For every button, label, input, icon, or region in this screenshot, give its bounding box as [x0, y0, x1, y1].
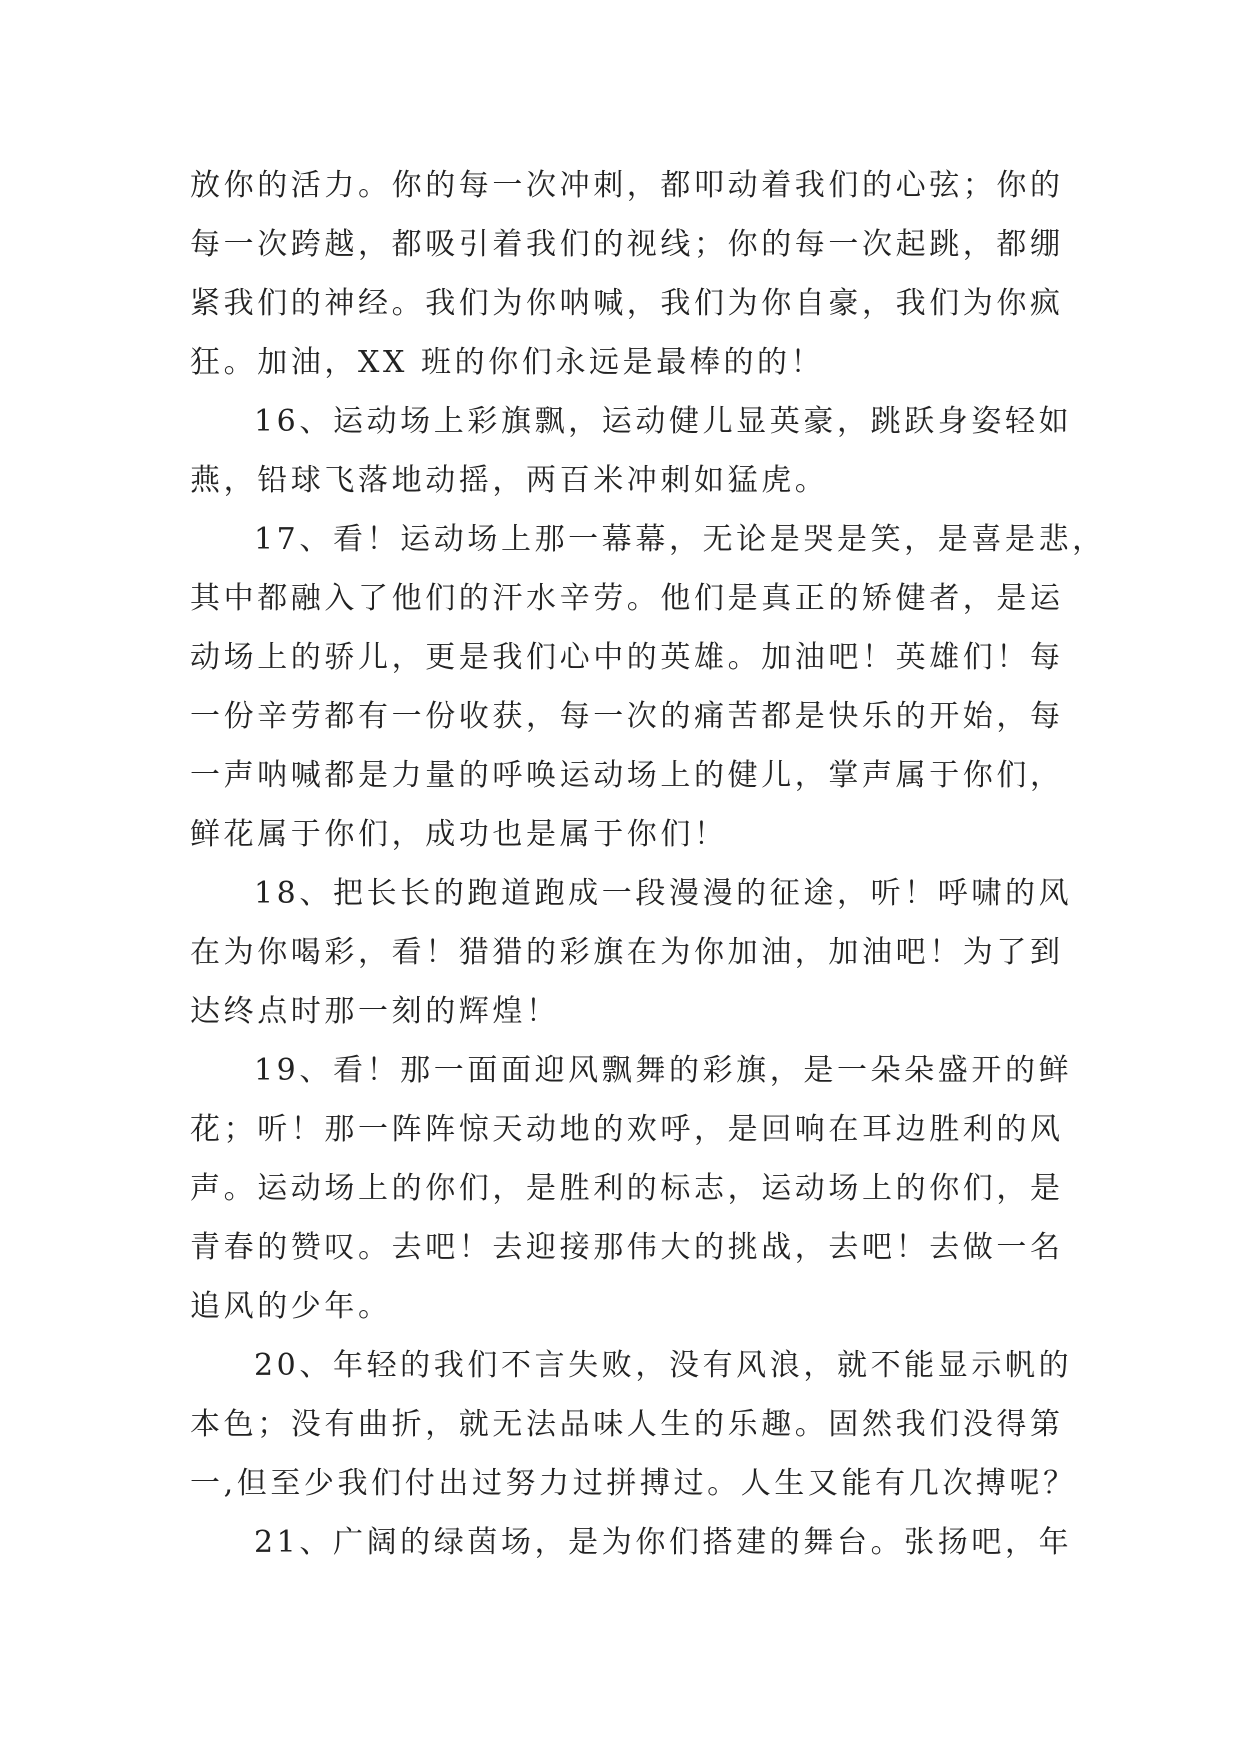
- text-line: 每一次跨越，都吸引着我们的视线；你的每一次起跳，都绷: [190, 227, 1064, 262]
- paragraph-start-17: 17、看！运动场上那一幕幕，无论是哭是笑，是喜是悲，: [254, 522, 1106, 557]
- text-line: 花；听！那一阵阵惊天动地的欢呼，是回响在耳边胜利的风: [190, 1112, 1064, 1147]
- document-body: [190, 156, 1106, 1572]
- text-line: 紧我们的神经。我们为你呐喊，我们为你自豪，我们为你疯: [190, 286, 1064, 321]
- text-line: 鲜花属于你们，成功也是属于你们！: [190, 817, 728, 852]
- text-line: 声。运动场上的你们，是胜利的标志，运动场上的你们，是: [190, 1171, 1064, 1206]
- text-line: 一声呐喊都是力量的呼唤运动场上的健儿，掌声属于你们，: [190, 758, 1064, 793]
- text-line: 放你的活力。你的每一次冲刺，都叩动着我们的心弦；你的: [190, 168, 1064, 203]
- paragraph-start-21: 21、广阔的绿茵场，是为你们搭建的舞台。张扬吧，年: [254, 1525, 1073, 1560]
- paragraph-start-20: 20、年轻的我们不言失败，没有风浪，就不能显示帆的: [254, 1348, 1073, 1383]
- text-line: 一,但至少我们付出过努力过拼搏过。人生又能有几次搏呢？: [190, 1466, 1077, 1501]
- paragraph-start-19: 19、看！那一面面迎风飘舞的彩旗，是一朵朵盛开的鲜: [254, 1053, 1073, 1088]
- text-line: 一份辛劳都有一份收获，每一次的痛苦都是快乐的开始，每: [190, 699, 1064, 734]
- text-line: 达终点时那一刻的辉煌！: [190, 994, 560, 1029]
- text-line: 动场上的骄儿，更是我们心中的英雄。加油吧！英雄们！每: [190, 640, 1064, 675]
- text-line: 追风的少年。: [190, 1289, 392, 1324]
- paragraph-start-18: 18、把长长的跑道跑成一段漫漫的征途，听！呼啸的风: [254, 876, 1073, 911]
- text-line: 青春的赞叹。去吧！去迎接那伟大的挑战，去吧！去做一名: [190, 1230, 1064, 1265]
- text-line: 狂。加油，XX 班的你们永远是最棒的的！: [190, 345, 825, 380]
- text-line: 其中都融入了他们的汗水辛劳。他们是真正的矫健者，是运: [190, 581, 1064, 616]
- text-line: 在为你喝彩，看！猎猎的彩旗在为你加油，加油吧！为了到: [190, 935, 1064, 970]
- text-line: 本色；没有曲折，就无法品味人生的乐趣。固然我们没得第: [190, 1407, 1064, 1442]
- paragraph-start-16: 16、运动场上彩旗飘，运动健儿显英豪，跳跃身姿轻如: [254, 404, 1073, 439]
- text-line: 燕，铅球飞落地动摇，两百米冲刺如猛虎。: [190, 463, 829, 498]
